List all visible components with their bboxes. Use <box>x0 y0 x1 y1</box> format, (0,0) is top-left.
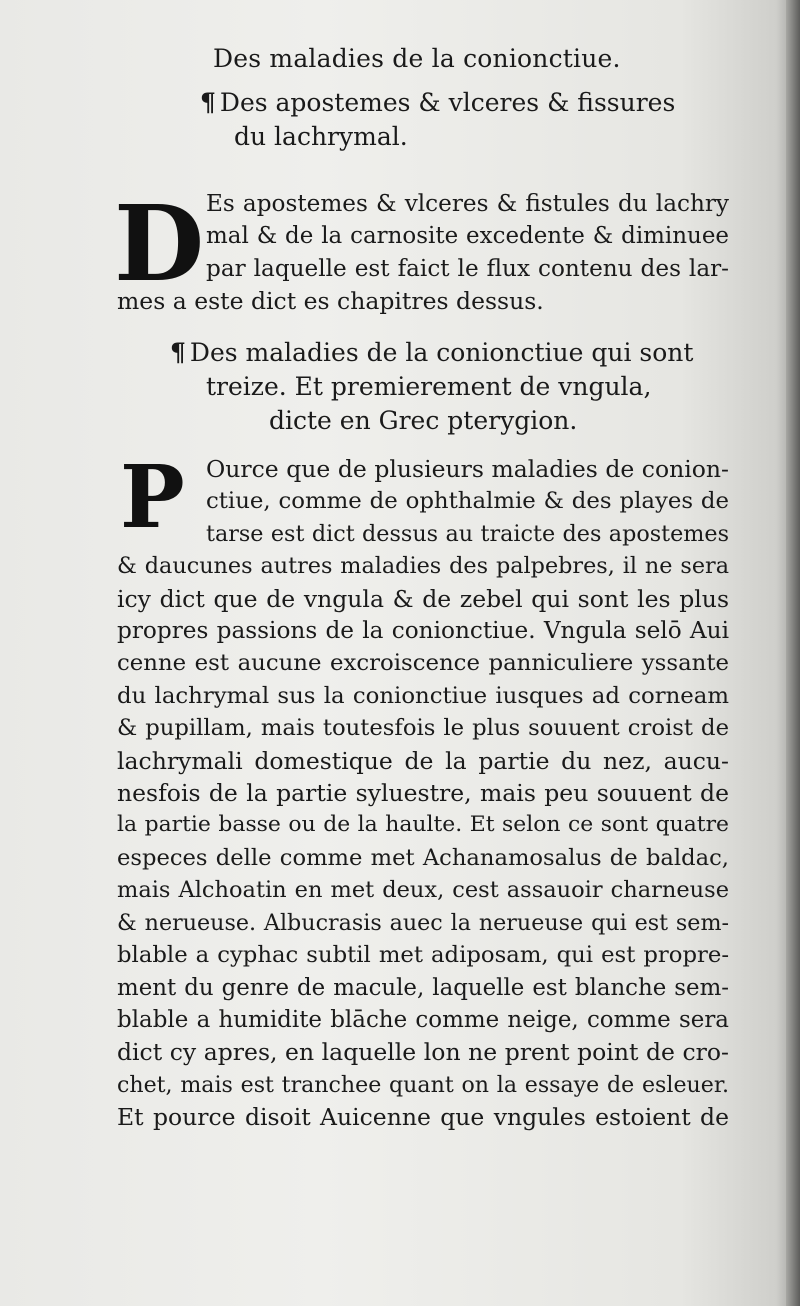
text-line: & daucunes autres maladies des palpebres, il ne sera <box>117 553 729 580</box>
section-heading-lachrymal <box>200 86 675 154</box>
text-line: ctiue, comme de ophthalmie & des playes de <box>206 488 729 515</box>
heading-line: Des apostemes & vlceres & fissures <box>219 88 676 117</box>
text-line: & nerueuse. Albucrasis auec la nerueuse qui est sem- <box>117 909 729 936</box>
text-line: mais Alchoatin en met deux, cest assauoir charneuse <box>117 877 729 904</box>
text-line: dict cy apres, en laquelle lon ne prent point de cro- <box>117 1038 729 1067</box>
running-head: Des maladies de la conionctiue. <box>213 44 621 73</box>
text-line: & pupillam, mais toutesfois le plus souuent croist de <box>117 715 729 742</box>
text-line: Et pource disoit Auicenne que vngules estoient de <box>117 1103 729 1132</box>
text-line: nesfois de la partie syluestre, mais peu souuent de <box>117 779 729 808</box>
text-line: propres passions de la conionctiue. Vngula selō Aui <box>117 617 729 645</box>
text-line: ment du genre de macule, laquelle est blanche sem- <box>117 974 729 1001</box>
heading-line: du lachrymal. <box>234 122 408 151</box>
text-line: blable a cyphac subtil met adiposam, qui est propre- <box>117 942 729 969</box>
heading-line: Des maladies de la conionctiue qui sont <box>189 338 694 367</box>
text-line: chet, mais est tranchee quant on la essaye de esleuer. <box>117 1071 729 1098</box>
section-heading-conionctiue <box>170 336 693 438</box>
heading-line: dicte en Grec pterygion. <box>269 406 578 435</box>
text-line: du lachrymal sus la conionctiue iusques ad corneam <box>117 682 729 709</box>
text-line: lachrymali domestique de la partie du nez, aucu- <box>117 746 729 775</box>
text-line: cenne est aucune excroiscence panniculiere yssante <box>117 650 729 677</box>
text-line: blable a humidite blāche comme neige, comme sera <box>117 1006 729 1033</box>
text-line: par laquelle est faict le flux contenu des lar- <box>206 255 729 282</box>
page-edge-shadow <box>786 0 800 1306</box>
drop-cap-p: P <box>120 447 185 548</box>
text-line: tarse est dict dessus au traicte des apostemes <box>206 520 729 547</box>
text-line: la partie basse ou de la haulte. Et selon ce sont quatre <box>117 812 729 838</box>
text-line: icy dict que de vngula & de zebel qui sont les plus <box>117 584 729 613</box>
drop-cap-d: D <box>114 182 203 305</box>
text-line: mes a este dict es chapitres dessus. <box>117 287 544 316</box>
text-line: especes delle comme met Achanamosalus de baldac, <box>117 844 729 871</box>
pilcrow-icon: ¶ <box>170 338 186 367</box>
paragraph-vngula <box>117 447 729 1134</box>
text-line: Ource que de plusieurs maladies de conion- <box>206 455 729 483</box>
text-line: Es apostemes & vlceres & fistules du lachry <box>206 191 729 217</box>
text-line: mal & de la carnosite excedente & diminuee <box>206 223 729 250</box>
heading-line: treize. Et premierement de vngula, <box>206 372 652 401</box>
pilcrow-icon: ¶ <box>200 88 216 117</box>
paragraph-lachrymal <box>117 188 729 318</box>
